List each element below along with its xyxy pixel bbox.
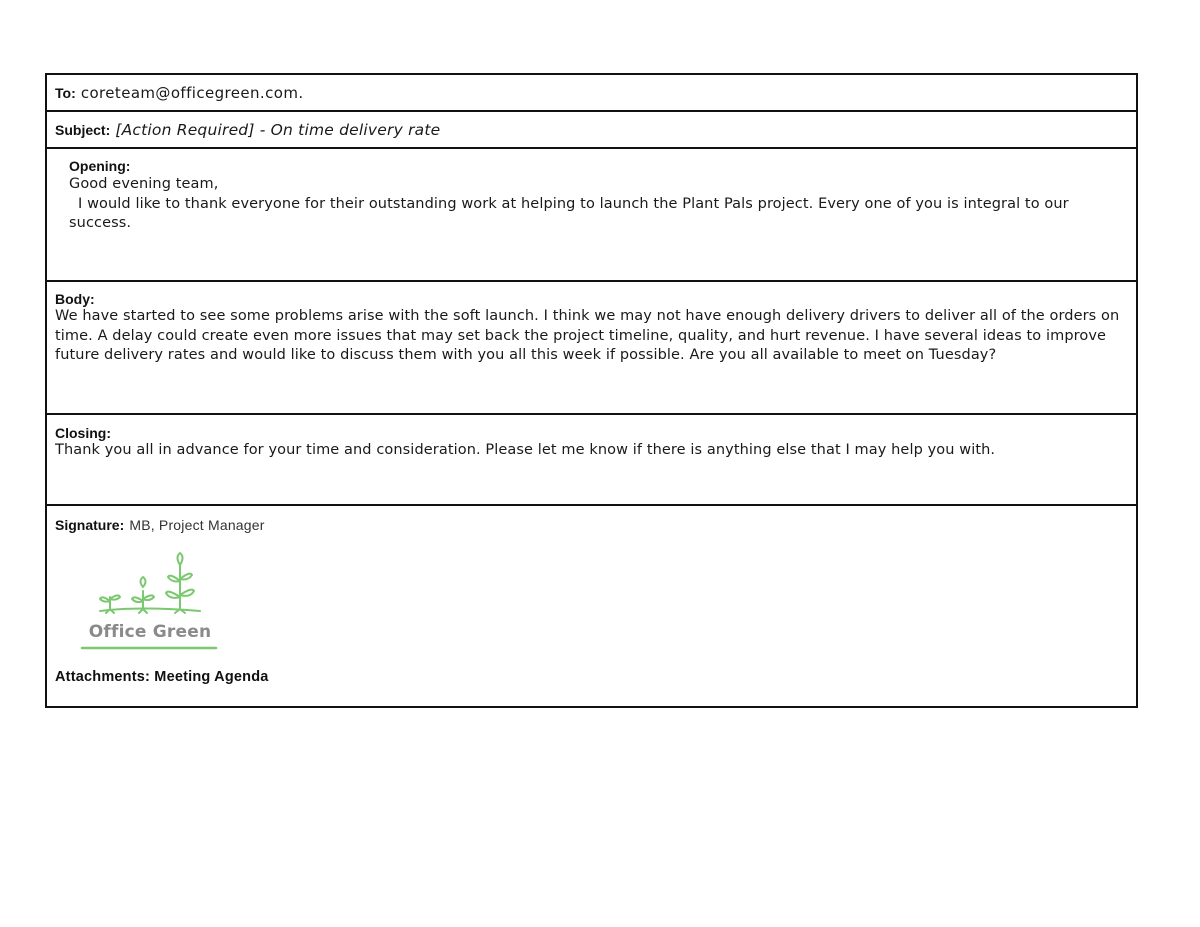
closing-label: Closing: [55,425,111,441]
attachments-label: Attachments: [55,669,151,685]
opening-greeting: Good evening team, [69,176,219,192]
logo-text: Office Green [88,622,212,642]
to-suffix: . [298,84,304,102]
email-table [45,73,1138,708]
signature-row [47,506,1136,706]
body-row [47,282,1136,415]
opening-text [69,195,1114,234]
opening-label: Opening: [69,158,131,174]
attachment-link[interactable]: Meeting Agenda [154,669,269,685]
closing-row [47,415,1136,506]
attachments[interactable] [55,669,269,685]
signature-value: MB, Project Manager [129,517,265,533]
body-text: We have started to see some problems arise with the soft launch. I think we may not have enough delivery drivers to deliver all of the orders on time. A delay could create even more issues that may set back the project timeline, quality, and hurt revenue. I have several ideas to improve future delivery rates and would like to discuss them with you all this week if possible. Are you all available to meet on Tuesday? [55,308,1120,364]
opening-row [47,149,1136,282]
to-value: coreteam@officegreen.com [80,84,299,102]
to-label: To: [55,85,76,101]
subject-row [47,112,1136,149]
opening-text-content: I would like to thank everyone for their outstanding work at helping to launch the Plant Pals project. Every one of you is integral to our success. [69,195,1069,232]
signature-label: Signature: [55,517,125,533]
body-label: Body: [55,291,95,307]
closing-text: Thank you all in advance for your time and consideration. Please let me know if there is anything else that I may help you with. [55,442,996,458]
to-row [47,75,1136,112]
subject-label: Subject: [55,122,111,138]
subject-value: [Action Required] - On time delivery rate [115,121,441,139]
